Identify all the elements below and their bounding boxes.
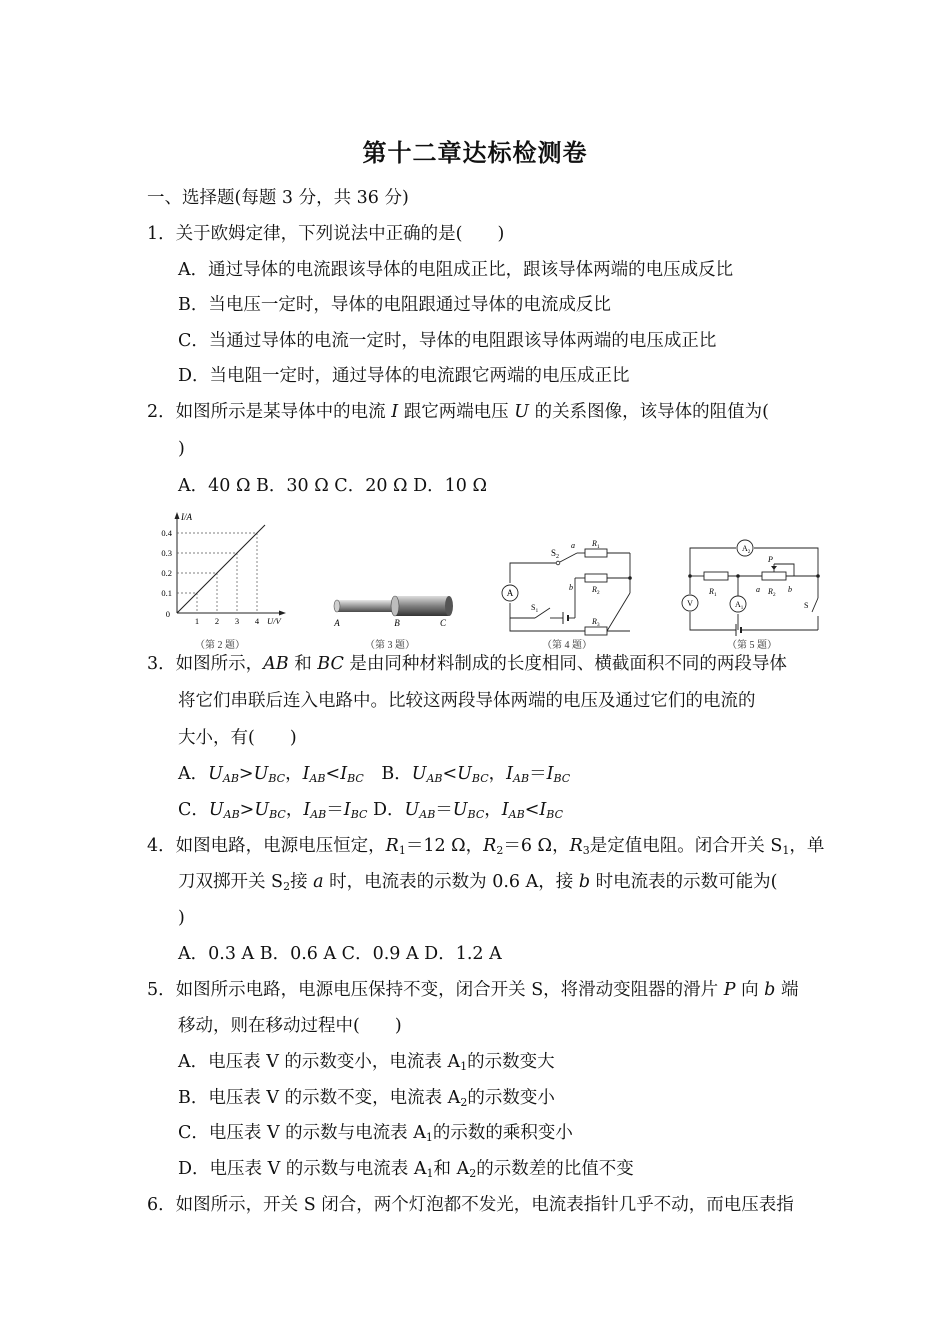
v-label: V <box>687 599 693 608</box>
r3-label: $R_3$ <box>592 617 600 628</box>
q3-options-ab: A．$U_{AB}>U_{BC}$，$I_{AB}<I_{BC}$ B．$U_{AB}<U_{BC}$，$I_{AB}=I_{BC}$ <box>178 764 571 785</box>
y-axis-label: I/A <box>181 512 192 522</box>
conductor-bc <box>395 596 449 616</box>
q5-stem-line1: 5．如图所示电路，电源电压保持不变，闭合开关 S，将滑动变阻器的滑片 P 向 b 端 <box>147 980 799 1000</box>
figure-caption: （第 3 题） <box>365 640 415 651</box>
s1-label: $S_1$ <box>531 603 539 614</box>
r1-label: $R_1$ <box>592 539 600 550</box>
q3-stem-line2: 将它们串联后连入电路中。比较这两段导体两端的电压及通过它们的电流的 <box>178 691 756 711</box>
iu-line <box>177 525 265 613</box>
q3-stem-line1: 3．如图所示，AB 和 BC 是由同种材料制成的长度相同、横截面积不同的两段导体 <box>147 654 787 674</box>
circuit-4 <box>495 508 640 653</box>
label-c: C <box>439 618 447 628</box>
q3-stem-line3: 大小，有( ) <box>178 728 297 748</box>
y-tick: 0.4 <box>161 528 172 538</box>
end-b-label: b <box>788 585 792 594</box>
label-a: A <box>334 618 340 628</box>
q1-option-b: B．当电压一定时，导体的电阻跟通过导体的电流成反比 <box>178 295 611 315</box>
q2-stem-end: ) <box>178 439 185 459</box>
q4-stem-line2: 刀双掷开关 $S_2$接 a 时，电流表的示数为 0.6 A，接 b 时电流表的示数可能为( <box>178 872 778 893</box>
y-tick: 0.2 <box>161 568 172 578</box>
q3-options-cd: C．$U_{AB}>U_{BC}$，$I_{AB}=I_{BC}$ D．$U_{AB}=U_{BC}$，$I_{AB}<I_{BC}$ <box>178 800 564 821</box>
q1-stem: 1．关于欧姆定律，下列说法中正确的是( ) <box>147 224 505 244</box>
rheostat-r2 <box>762 572 786 580</box>
q5-option-d: D．电压表 V 的示数与电流表 $A_1$和 $A_2$的示数差的比值不变 <box>178 1159 634 1180</box>
section-heading: 一、选择题(每题 3 分，共 36 分) <box>147 188 409 208</box>
s2-label: $S_2$ <box>551 548 560 560</box>
q1-option-d: D．当电阻一定时，通过导体的电流跟它两端的电压成正比 <box>178 366 630 386</box>
slider-p-label: P <box>768 555 773 564</box>
q6-stem-line1: 6．如图所示，开关 S 闭合，两个灯泡都不发光，电流表指针几乎不动，而电压表指 <box>147 1195 794 1215</box>
figure-q3-conductor <box>325 508 460 657</box>
q5-option-c: C．电压表 V 的示数与电流表 $A_1$的示数的乘积变小 <box>178 1123 573 1144</box>
x-tick: 2 <box>214 616 220 626</box>
conductor-drawing <box>325 508 460 653</box>
r2-label: $R_2$ <box>592 585 600 596</box>
q5-stem-line2: 移动，则在移动过程中( ) <box>178 1016 402 1036</box>
circuit-5 <box>680 508 830 653</box>
a1-label: $A_1$ <box>735 600 744 611</box>
figure-q2-graph <box>150 508 290 657</box>
figure-q4-circuit <box>495 508 640 657</box>
q4-stem-line1: 4．如图电路，电源电压恒定，$R_1=12$ Ω，$R_2=6$ Ω，$R_3$是定值电阻。闭合开关 $S_1$，单 <box>147 836 825 857</box>
q2-stem: 2．如图所示是某导体中的电流 I 跟它两端电压 U 的关系图像，该导体的阻值为( <box>147 402 769 422</box>
resistor-r3 <box>585 627 607 635</box>
resistor-r2 <box>585 574 607 582</box>
resistor-r1 <box>704 572 728 580</box>
r1-label: $R_1$ <box>709 587 717 598</box>
x-tick: 3 <box>234 616 240 626</box>
q2-options: A．40 Ω B．30 Ω C．20 Ω D．10 Ω <box>178 476 487 496</box>
switch-s-label: S <box>804 601 809 610</box>
figure-q5-circuit <box>680 508 830 657</box>
q1-option-c: C．当通过导体的电流一定时，导体的电阻跟该导体两端的电压成正比 <box>178 331 717 351</box>
figure-caption: （第 5 题） <box>727 640 777 651</box>
a2-label: $A_2$ <box>742 544 751 555</box>
figure-caption: （第 4 题） <box>542 640 592 651</box>
figure-caption: （第 2 题） <box>195 640 245 651</box>
y-tick: 0.1 <box>161 588 172 598</box>
x-tick: 1 <box>194 616 200 626</box>
ammeter-label: A <box>506 588 514 598</box>
x-axis-label: U/V <box>267 616 281 626</box>
r2-label: $R_2$ <box>768 587 776 598</box>
x-tick: 4 <box>254 616 260 626</box>
origin-label: 0 <box>165 609 170 619</box>
page-title: 第十二章达标检测卷 <box>362 138 588 167</box>
contact-b: b <box>569 583 573 592</box>
q5-option-b: B．电压表 V 的示数不变，电流表 $A_2$的示数变小 <box>178 1088 555 1109</box>
q1-option-a: A．通过导体的电流跟该导体的电阻成正比，跟该导体两端的电压成反比 <box>178 260 734 280</box>
iu-graph <box>150 508 290 653</box>
resistor-r1 <box>585 549 607 557</box>
q4-stem-line3: ) <box>178 908 185 928</box>
label-b: B <box>394 618 400 628</box>
end-a-label: a <box>756 585 760 594</box>
q5-option-a: A．电压表 V 的示数变小，电流表 $A_1$的示数变大 <box>178 1052 555 1073</box>
contact-a: a <box>571 541 575 550</box>
y-tick: 0.3 <box>161 548 172 558</box>
q4-options: A．0.3 A B．0.6 A C．0.9 A D．1.2 A <box>178 944 502 964</box>
